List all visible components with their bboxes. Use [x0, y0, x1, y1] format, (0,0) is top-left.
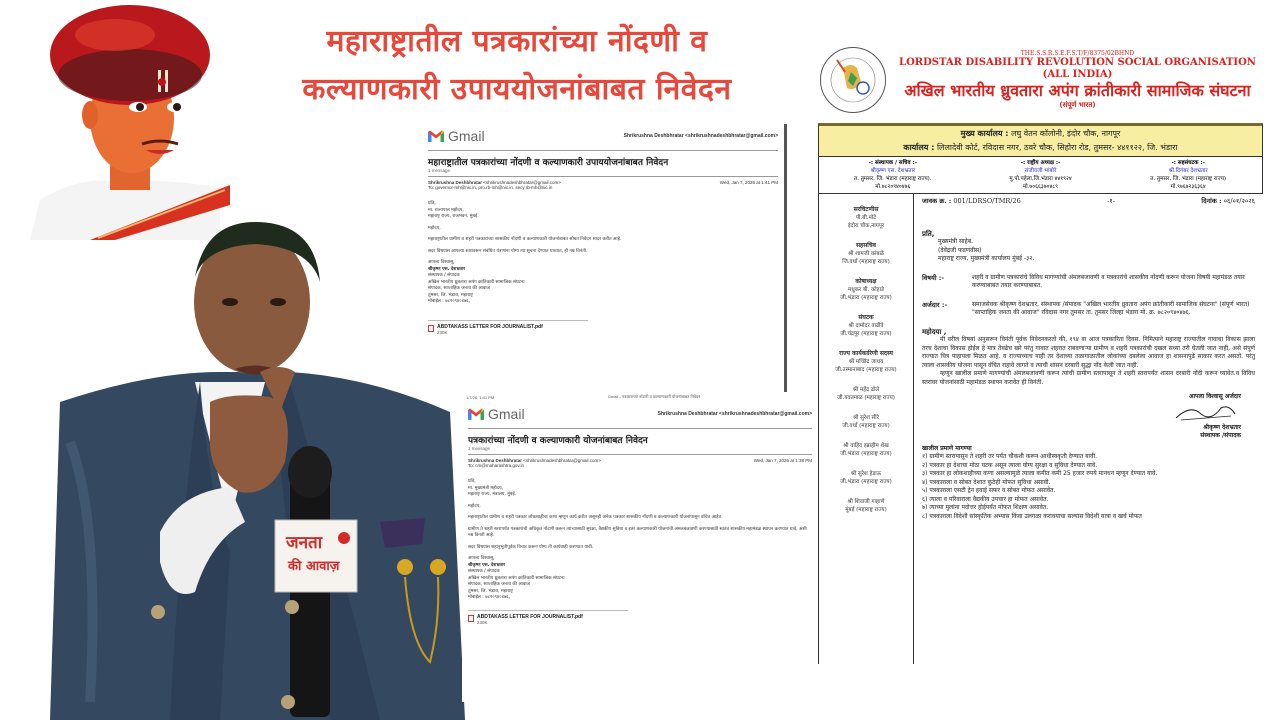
- attachment[interactable]: [428, 320, 588, 335]
- portrait-illustration: [20, 0, 230, 240]
- signature: [428, 260, 778, 306]
- member: [819, 278, 913, 302]
- org-name-mr: अखिल भारतीय ध्रुवतारा अपंग क्रांतीकारी सामाजिक संघटना: [904, 81, 1251, 100]
- body-paragraph: ग्रामीण ते शहरी स्तरापर्यंत पत्रकारांची अधिकृत नोंदणी करून त्यांच्यासाठी सुरक्षा, वैद्यकीय सुविधा व इतर कल्याणकारी योजनांची अंमलबजावणी करण्यासाठी स्वतंत्र शासकीय महामंडळ स्थापन करण्यात यावे, अशी नम्र विनंती आहे.: [468, 526, 807, 538]
- message-count: 1 message: [428, 168, 451, 173]
- letter-body: [914, 194, 1263, 664]
- member-role: संघटक: [858, 314, 874, 321]
- to-label: प्रति,: [922, 229, 935, 238]
- member-name: श्री महेंद्र ढोले: [852, 387, 880, 393]
- attachment[interactable]: [468, 610, 628, 625]
- member-role: कोषाध्यक्ष: [855, 278, 877, 285]
- sig-line: आपला विश्वासू,: [428, 260, 455, 265]
- account-header: Shrikrushna Deshbhratar <shrikrushnadeshbhratar@gmail.com>: [657, 411, 812, 417]
- body-paragraph: म्हणून खालील प्रमाणे मागण्यांची अंमलबजावणी करून त्यांची ग्रामीण स्तरापासून ते शहरी स्तरापर्यंत शासन दरबारी नोंदी करून घ्यावेत.व विविध स्तरावर योजनांसाठी महामंडळ स्थापन करावेत ही विनंती.: [922, 370, 1255, 386]
- member-role: सरचिटणीस: [853, 206, 879, 213]
- member-place: जी.वर्धा (महाराष्ट्र राज्य): [842, 423, 890, 429]
- member: [819, 242, 913, 266]
- subject-text: शहरी व ग्रामीण पत्रकारांचे विविध मागण्यांची अंमलबजावणी व पत्रकारांचे शासकीय नोंदणी करून योजना विषयी महामंडळ तयार करण्याबाबत तयार करण्याबाबत.: [972, 273, 1245, 289]
- member: [819, 206, 913, 230]
- org-name-en: LORDSTAR DISABILITY REVOLUTION SOCIAL ORGANISATION: [899, 57, 1256, 68]
- closing: आपला विश्वासू अर्जदार: [1189, 393, 1241, 400]
- headline-line-1: महाराष्ट्रातील पत्रकारांच्या नोंदणी व: [326, 24, 708, 59]
- speaker-photo: [30, 222, 470, 720]
- to-line: महाराष्ट्र राज्य, राजभवन, मुंबई.: [428, 214, 479, 219]
- demand-item: ६) त्याला व परिवाराला वैद्यकीय उपचार हा मोफत असावेत.: [922, 495, 1049, 503]
- member: [819, 414, 913, 430]
- letterhead-document: [818, 40, 1263, 720]
- recipient-line: मुख्यमंत्री साहेब.: [938, 238, 974, 245]
- member-place: जी.चंद्रपूर (महाराष्ट्र राज्य): [840, 331, 892, 337]
- member-place: मुंबई (महाराष्ट्र राज्य): [845, 507, 887, 513]
- email-meta: [462, 455, 818, 471]
- officer-role: -: राष्ट्रीय अध्यक्ष :-: [1020, 160, 1061, 166]
- applicant-text: समाजसेवक श्रीकृष्ण देशभ्रतार, संस्थापक /संपादक "अखिल भारतीय ध्रुवतारा अपंग क्रांतीकारी सामाजिक संघटना" (संपूर्ण भारत) "साप्ताहिक जनता की आवाज" रविदास नगर तुमसर ता. तुमसर जिल्हा भंडारा मो. क्र. ७८२०९४०४७६.: [972, 300, 1250, 316]
- body-paragraph: सदर विषयास आपल्या स्तरावरून संबंधित यंत्रणांना योग्य त्या सूचना देण्यात याव्यात, ही नम्र विनंती.: [428, 248, 588, 254]
- member: [819, 442, 913, 458]
- salutation: महोदय,: [428, 225, 441, 231]
- member: [819, 350, 913, 374]
- officer-address: त. तुमसर, जि. भंडारा (महाराष्ट्र राज्य).: [854, 176, 932, 182]
- email-subject: पत्रकारांच्या नोंदणी व कल्याणकारी योजनांबाबत निवेदन: [468, 436, 648, 446]
- demand-item: २) पत्रकार हा देशाचा मोठा घटक असून त्याला योग्य सुरक्षा व सुविधा देण्यात यावे.: [922, 461, 1098, 469]
- officer-address: त. तुमसर, जि. भंडारा (महाराष्ट्र राज्य): [1150, 176, 1227, 182]
- to-line: प्रति,: [468, 479, 476, 484]
- gmail-m-icon: [428, 130, 444, 142]
- office-address-band: [818, 123, 1263, 157]
- email-body: [422, 193, 784, 306]
- recipient-line: (देवेंद्रजी फडणवीस): [938, 246, 982, 254]
- body-paragraph: सदर विषयास सहानुभूतीपूर्वक विचार करून योग्य ती कार्यवाही करण्यात यावी.: [468, 544, 594, 550]
- member: [819, 470, 913, 486]
- head-office-label: मुख्य कार्यालय :: [960, 129, 1009, 138]
- officer: [1114, 159, 1262, 191]
- demand-item: ८) पत्रकाराला विदेशी सांस्कृतिक अभ्यास किंवा उलगळा करावयाचा सल्यास विदेशी यात्रा व खर्च मोफत: [922, 512, 1142, 520]
- mic-logo-icon: [338, 532, 350, 544]
- sig-line: तुमसर, जि. भंडारा, महाराष्ट्र: [428, 292, 473, 298]
- mic-flag-line-2: की आवाज़: [288, 559, 340, 574]
- office-label: कार्यालय :: [903, 143, 935, 152]
- email-body: [462, 471, 818, 602]
- demand-item: ७) त्याच्या मुलांना पदोत्तर होईपर्यंत मोफत शिक्षण असावेत.: [922, 504, 1049, 511]
- to-line: महाराष्ट्र राज्य, मंत्रालय, मुंबई.: [468, 492, 517, 497]
- gmail-print-governor: [422, 124, 787, 394]
- sig-line: संपादक, साप्ताहिक जनता की आवाज: [428, 286, 490, 291]
- officer-phone: मो.७८२०९४०४७६: [875, 184, 911, 190]
- applicant-field: [922, 301, 1255, 318]
- member-place: जी.यवतमाळ (महाराष्ट्र राज्य): [837, 395, 895, 401]
- signature-scribble: [922, 402, 1241, 424]
- print-title: Gmail - पत्रकारांच्या नोंदणी व कल्याणकारी योजनांबाबत निवेदन: [607, 394, 701, 399]
- mic-flag-line-1: जनता: [286, 533, 323, 553]
- registration-number: THE.S.S.R.S.E.F.S.T/F/8375/02BHND: [1020, 50, 1135, 57]
- signature: [468, 556, 812, 602]
- member-name: श्री शिवाजी गव्हाणे: [847, 499, 885, 505]
- sig-name: श्रीकृष्ण एस. देशभ्रतार: [468, 562, 506, 568]
- sig-line: मोबाईल : ७८२०९४०४७६,: [428, 299, 471, 304]
- member-name: श्री सुरेश सीरे: [853, 415, 879, 421]
- member: [819, 314, 913, 338]
- sig-line: आपला विश्वासू,: [468, 556, 495, 561]
- gmail-m-icon: [468, 408, 484, 420]
- member: [819, 386, 913, 402]
- sender-name: Shrikrushna Deshbhratar: [468, 458, 523, 463]
- email-date: Wed, Jan 7, 2026 at 1:41 PM: [719, 180, 778, 185]
- sig-line: संपादक, साप्ताहिक जनता की आवाज: [468, 582, 530, 587]
- member: [819, 498, 913, 514]
- officer: [819, 159, 967, 191]
- officer-role: -: संस्थापक / सचिव :-: [868, 160, 918, 166]
- gmail-wordmark: Gmail: [448, 128, 485, 144]
- member-role: राज्य कार्यकारिणी सदस्य: [839, 350, 893, 357]
- sender-name: Shrikrushna Deshbhratar: [428, 180, 483, 185]
- pdf-icon: [428, 325, 434, 332]
- officer-phone: मो.७०६६३७०४८९: [1022, 184, 1059, 190]
- organisation-logo: [820, 47, 886, 113]
- sig-name: श्रीकृष्ण एस. देशभ्रतार: [428, 266, 466, 272]
- demand-item: १) ग्रामीण स्तरापासून ते शहरी तर पर्यंत चौकशी करून आधीस्वकृती देण्यात यावी.: [922, 453, 1098, 460]
- officer-name: श्रीकृष्ण एस. देशभ्रतार: [870, 168, 916, 174]
- sender-email: <shrikrushnadeshbhratar@gmail.com>: [483, 180, 561, 185]
- applicant-label: अर्जदार :-: [922, 300, 948, 309]
- signature-block: [922, 393, 1255, 441]
- attachment-size: 230K: [477, 619, 488, 625]
- sig-line: तुमसर, जि. भंडारा, महाराष्ट्र: [468, 588, 513, 594]
- headline: [232, 18, 802, 114]
- sig-line: संस्थापक / संपादक: [428, 273, 460, 278]
- org-name-en-sub: (ALL INDIA): [1042, 69, 1113, 80]
- member-name: श्री सुरेश हेडाऊ: [850, 471, 882, 477]
- sig-line: संस्थापक / संपादक: [468, 569, 500, 574]
- members-sidebar: [818, 194, 914, 664]
- officer-name: श्री.दिगंबर देशभ्रतार: [1168, 168, 1208, 174]
- office-address: लिलादेवी कोर्ट, रविदास नगर, ठवरे चौक, सिहोरा रोड, तुमसर- ४४११२२, जि. भंडारा: [936, 143, 1178, 152]
- member-name: श्री दामोदर वाढीवे: [848, 323, 884, 329]
- officers-row: [818, 157, 1263, 194]
- wheelchair-icon: [857, 82, 869, 94]
- gmail-print-cm: [462, 392, 818, 702]
- email-meta: [422, 177, 784, 193]
- email-date: Wed, Jan 7, 2026 at 1:38 PM: [753, 458, 812, 463]
- body-paragraph: मी वरील विषयां अनुसरून विनंती पूर्वक निवेदनकरतो की, १९४ वा आज पत्रकारिता दिवस. निमित्याने महाराष्ट्र राज्यातील गावाचा विकास झाला तरच देशाचा विकास होईल हे मात्र तेवढेच खरे परंतु गावात शहरात राबवणाऱ्या ग्रामीण व शहरी पत्रकारांची दखल सध्या तरी घेतली जात नाही, असे संपूर्ण राज्यात चित्र पाहायला मिळत आहे. व राज्याच्याच नाही तर देशाच्या तळागाळातील लोकांच्या दबलेला आवाज हा शासनापुढे साकार करत असतो. परंतु त्याला शासकीय योजना पासून वंचित राहावे लागते व त्याची शासन दरबारी सुद्धा नोंद केली जात नाही.: [922, 336, 1255, 369]
- recipient-block: [922, 230, 1255, 264]
- gmail-logo: [428, 128, 485, 144]
- ref-number: 001/LDRSO/TMR/26: [953, 197, 1021, 205]
- subject-field: [922, 274, 1255, 291]
- demand-item: ५) पत्रकाराला एसटी ट्रेन हवाई सफर व सोबत मोफत असावेत.: [922, 487, 1056, 494]
- officer-address: मु.पो.पहेला,जि.भंडारा ४४१९२४: [1009, 176, 1072, 182]
- subject-label: विषयी :-: [922, 273, 945, 282]
- sig-line: मोबाईल : ७८२०९४०४७६,: [468, 595, 511, 600]
- reference-row: [922, 197, 1255, 206]
- officer: [967, 159, 1115, 191]
- body-paragraph: महाराष्ट्रातील ग्रामीण व शहरी पत्रकार लोकशाहीचा कणा म्हणून कार्य करीत असूनही अनेक पत्रकार शासकीय नोंदणी व कल्याणकारी योजनांपासून वंचित आहेत.: [468, 515, 723, 520]
- signer-title: संस्थापक /संपादक: [1200, 432, 1241, 439]
- message-count: 1 message: [468, 446, 491, 451]
- officer-role: -: सहसंघटक :-: [1171, 160, 1205, 166]
- officer-phone: मो.९७६७२३६३६४: [1170, 184, 1206, 190]
- to-line: मा. राज्यपाल महोदय,: [428, 207, 464, 213]
- member-name: श्री मच्छिंद्र जाधव: [848, 359, 884, 365]
- page-number: -१-: [1107, 197, 1115, 205]
- print-timestamp: 1/7/26, 1:41 PM: [466, 394, 495, 400]
- member-place: इंदोरा चौक,नागपूर: [847, 223, 885, 229]
- demand-item: ३) पत्रकार हा लोकशाहीच्या कणा असल्यामुळे त्याला कमीत कमी 25 हजार रुपये मानधन म्हणून देण्यात यावे.: [922, 470, 1158, 477]
- to-line: प्रति,: [428, 201, 436, 206]
- email-recipients: To: cm@maharashtra.gov.in: [468, 463, 525, 468]
- member-place: जी.भंडारा (महाराष्ट्र राज्य): [840, 451, 892, 457]
- email-recipients: To: governor-mh@nic.in, pro.rb-mh@nic.in, secy.rb-mh@nic.in: [428, 185, 553, 190]
- email-subject: महाराष्ट्रातील पत्रकारांच्या नोंदणी व कल्याणकारी उपाययोजनांबाबत निवेदन: [428, 158, 669, 168]
- attachment-name[interactable]: ABDTAKASS LETTER FOR JOURNALIST.pdf: [477, 613, 583, 620]
- member-place: जी.भंडारा (महाराष्ट्र राज्य): [840, 295, 892, 301]
- letter-date: ०६/०१/२०२६: [1223, 197, 1255, 205]
- attachment-name[interactable]: ABDTAKASS LETTER FOR JOURNALIST.pdf: [437, 323, 543, 330]
- salutation: महोदय,: [468, 503, 481, 509]
- sender-email: <shrikrushnadeshbhratar@gmail.com>: [523, 458, 601, 463]
- demands-list: [922, 453, 1255, 521]
- gmail-wordmark: Gmail: [488, 406, 525, 422]
- sig-line: अखिल भारतीय ध्रुवतारा अपंग क्रांतिकारी सामाजिक संघटना: [428, 279, 525, 285]
- member-place: जी.उस्मानाबाद (महाराष्ट्र राज्य): [835, 367, 897, 373]
- member-name: मधुकर बी. कोहाडे: [848, 287, 884, 293]
- gmail-logo: [468, 406, 525, 422]
- recipient-line: महाराष्ट्र राज्य, मुख्यमंत्री कार्यालय मुंबई -३२.: [938, 255, 1035, 262]
- pdf-icon: [468, 615, 474, 622]
- org-name-mr-sub: (संपूर्ण भारत): [1059, 101, 1096, 109]
- member-name: पी.बी.मोटे: [855, 215, 877, 221]
- member-name: श्री शामजी कांबळे: [848, 251, 884, 257]
- salutation: महोदया ,: [922, 327, 947, 336]
- sig-line: अखिल भारतीय ध्रुवतारा अपंग क्रांतिकारी सामाजिक संघटना: [468, 575, 565, 581]
- account-header: Shrikrushna Deshbhratar <shrikrushnadeshbhratar@gmail.com>: [623, 133, 778, 139]
- head-office-address: लघु वेतन कॉलोनी, इंदोर चौक, नागपूर: [1011, 129, 1121, 138]
- officer-name: संजीवजी भांबोरे: [1024, 168, 1057, 174]
- demand-item: ४) पत्रकाराला व सोबत देशात कुठेही मोफत सुविधा असावी.: [922, 478, 1051, 486]
- date-label: दिनांक :: [1201, 197, 1222, 205]
- to-line: मा. मुख्यमंत्री महोदय,: [468, 485, 504, 491]
- signer-name: श्रीकृष्ण देशभ्रतार: [1203, 423, 1241, 431]
- member-place: जी.भंडारा (महाराष्ट्र राज्य): [840, 479, 892, 485]
- letterhead-titles: [892, 50, 1263, 110]
- member-place: जि.वर्धा (महाराष्ट्र राज्य): [842, 259, 890, 265]
- body-paragraph: महाराष्ट्रातील ग्रामीण व शहरी पत्रकारांच्या शासकीय नोंदणी व कल्याणकारी योजनांबाबत सोबत निवेदन सादर करीत आहे.: [428, 237, 622, 242]
- member-role: सहसचिव: [856, 242, 876, 249]
- ref-label: जावक क्र. :: [922, 197, 952, 205]
- demands-title: खालील प्रमाणे मागण्या: [922, 444, 972, 452]
- member-name: श्री वाहिद इब्राहीम शेख: [843, 443, 889, 449]
- attachment-size: 230K: [437, 329, 448, 335]
- headline-line-2: कल्याणकारी उपाययोजनांबाबत निवेदन: [302, 72, 732, 107]
- print-header: [462, 392, 818, 402]
